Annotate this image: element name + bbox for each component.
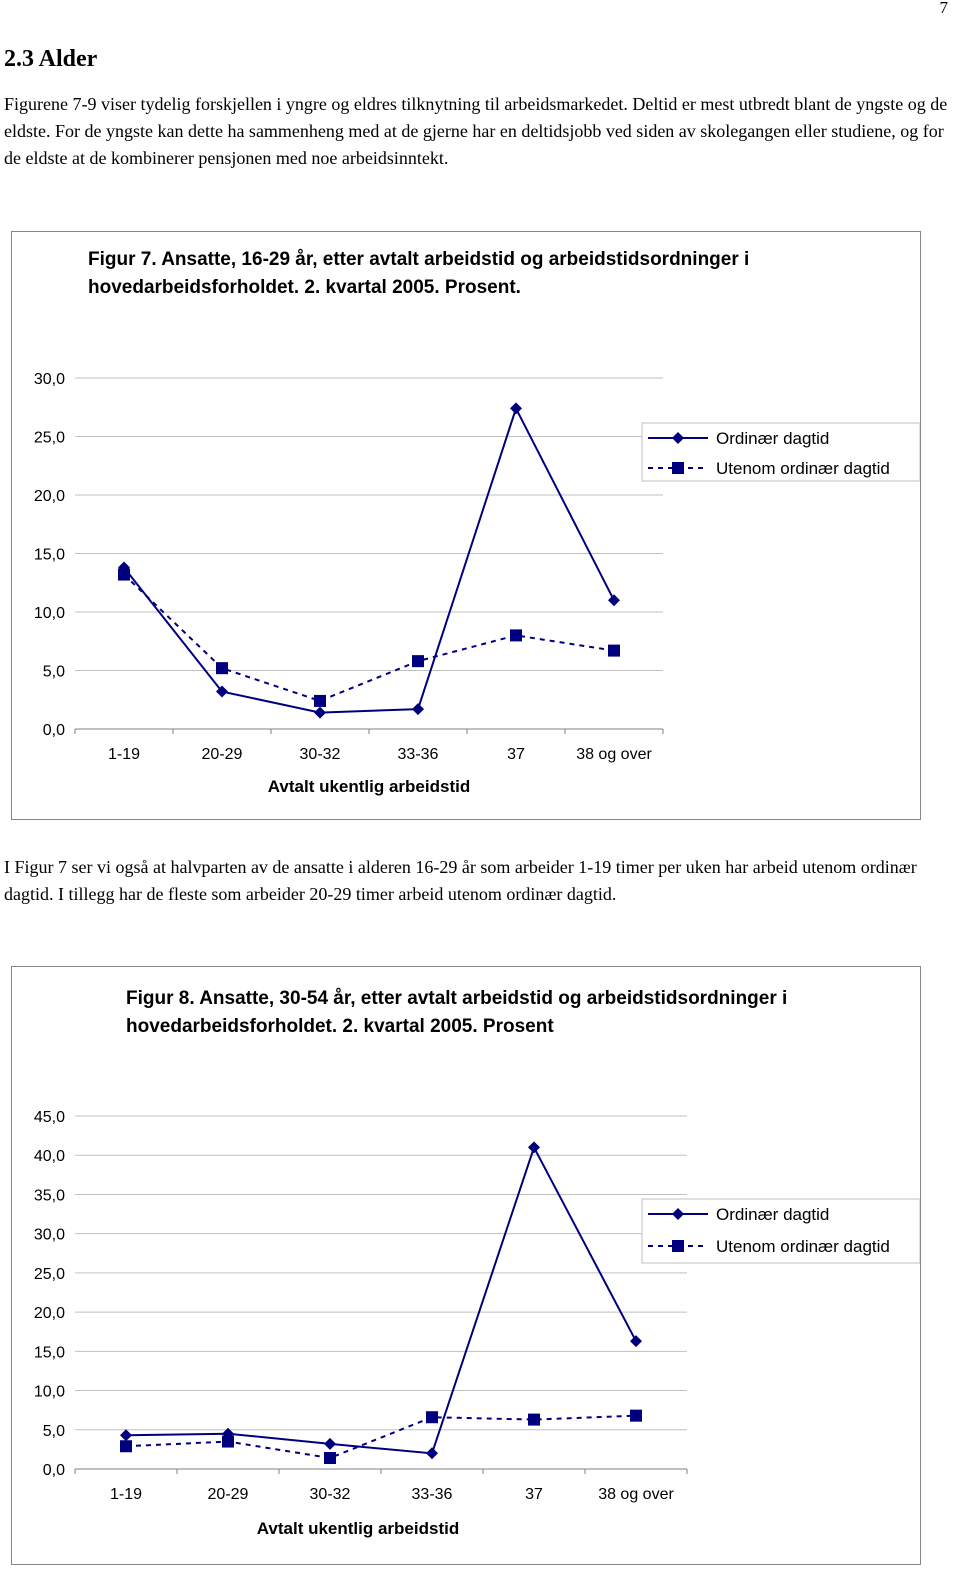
x-tick-label: 30-32 (309, 1486, 351, 1503)
series-2 (120, 1410, 642, 1464)
data-point (630, 1410, 642, 1422)
legend-label: Utenom ordinær dagtid (716, 1237, 890, 1256)
x-tick-label: 37 (507, 746, 525, 763)
y-tick-label: 25,0 (33, 429, 65, 447)
legend-label: Ordinær dagtid (716, 429, 830, 448)
y-tick-label: 45,0 (33, 1109, 65, 1126)
legend-label: Ordinær dagtid (716, 1205, 830, 1224)
x-tick-label: 20-29 (207, 1486, 249, 1503)
legend (642, 1199, 920, 1263)
chart-title: Figur 8. Ansatte, 30-54 år, etter avtalt arbeidstid og arbeidstidsordninger i hovedarbeidsforholdet. 2. kvartal 2005. Prosent (126, 988, 788, 1037)
data-point (314, 695, 326, 707)
y-tick-label: 15,0 (33, 546, 65, 564)
chart-7-canvas (12, 232, 920, 819)
data-point (222, 1436, 234, 1448)
y-tick-label: 15,0 (33, 1344, 65, 1362)
series-1 (120, 1141, 642, 1459)
data-point (120, 1429, 132, 1441)
page-number: 7 (939, 0, 948, 17)
x-axis-title: Avtalt ukentlig arbeidstid (256, 1519, 460, 1538)
legend-swatch-marker (672, 462, 684, 474)
legend-swatch-marker (672, 1240, 684, 1252)
series-line (126, 1147, 636, 1453)
figure-8 (11, 966, 921, 1565)
section-heading: 2.3 Alder (4, 46, 98, 72)
figure-7 (11, 231, 921, 820)
y-tick-label: 35,0 (33, 1187, 65, 1205)
x-tick-label: 1-19 (109, 1486, 143, 1503)
data-point (630, 1335, 642, 1347)
data-point (324, 1452, 336, 1464)
y-tick-label: 0,0 (42, 1462, 65, 1479)
x-tick-label: 1-19 (107, 746, 141, 763)
data-point (324, 1438, 336, 1450)
chart-8-canvas (12, 967, 920, 1564)
y-tick-label: 10,0 (33, 1383, 65, 1401)
x-tick-label: 38 og over (598, 1486, 674, 1503)
y-tick-label: 5,0 (42, 663, 65, 681)
legend (642, 423, 920, 481)
data-point (216, 662, 228, 674)
legend-label: Utenom ordinær dagtid (716, 459, 890, 478)
y-tick-label: 0,0 (42, 722, 65, 739)
body-paragraph: Figurene 7-9 viser tydelig forskjellen i yngre og eldres tilknytning til arbeidsmarkedet. Deltid er mest utbredt blant de yngste og de eldste. For de yngste kan dette ha sammenheng med at de gjerne har en deltidsjobb ved siden av skolegangen eller studiene, og for de eldste at de kombinerer pensjonen med noe arbeidsinntekt. (4, 94, 948, 168)
data-point (510, 402, 522, 414)
x-axis-title: Avtalt ukentlig arbeidstid (267, 777, 471, 796)
x-tick-label: 30-32 (299, 746, 341, 763)
data-point (608, 594, 620, 606)
x-tick-label: 33-36 (411, 1486, 453, 1503)
data-point (314, 707, 326, 719)
body-paragraph: I Figur 7 ser vi også at halvparten av de ansatte i alderen 16-29 år som arbeider 1-19 timer per uken har arbeid utenom ordinær dagtid. I tillegg har de fleste som arbeider 20-29 timer arbeid utenom ordinær dagtid. (4, 857, 917, 904)
data-point (412, 703, 424, 715)
data-point (528, 1141, 540, 1153)
series-1 (118, 402, 620, 718)
x-tick-label: 37 (525, 1486, 543, 1503)
y-tick-label: 25,0 (33, 1265, 65, 1283)
y-tick-label: 20,0 (33, 1305, 65, 1323)
data-point (412, 655, 424, 667)
y-tick-label: 30,0 (33, 371, 65, 388)
series-2 (118, 569, 620, 707)
y-tick-label: 5,0 (42, 1422, 65, 1440)
series-line (126, 1416, 636, 1458)
y-tick-label: 30,0 (33, 1226, 65, 1244)
data-point (426, 1411, 438, 1423)
series-line (124, 575, 614, 701)
chart-title: Figur 7. Ansatte, 16-29 år, etter avtalt arbeidstid og arbeidstidsordninger i hovedarbeidsforholdet. 2. kvartal 2005. Prosent. (88, 249, 750, 298)
x-tick-label: 38 og over (576, 746, 652, 763)
data-point (528, 1414, 540, 1426)
y-tick-label: 10,0 (33, 605, 65, 622)
x-tick-label: 33-36 (397, 746, 439, 763)
x-tick-label: 20-29 (201, 746, 243, 763)
data-point (510, 629, 522, 641)
series-line (124, 408, 614, 712)
data-point (118, 569, 130, 581)
data-point (120, 1440, 132, 1452)
data-point (426, 1447, 438, 1459)
y-tick-label: 40,0 (33, 1148, 65, 1166)
y-tick-label: 20,0 (33, 488, 65, 505)
data-point (608, 645, 620, 657)
